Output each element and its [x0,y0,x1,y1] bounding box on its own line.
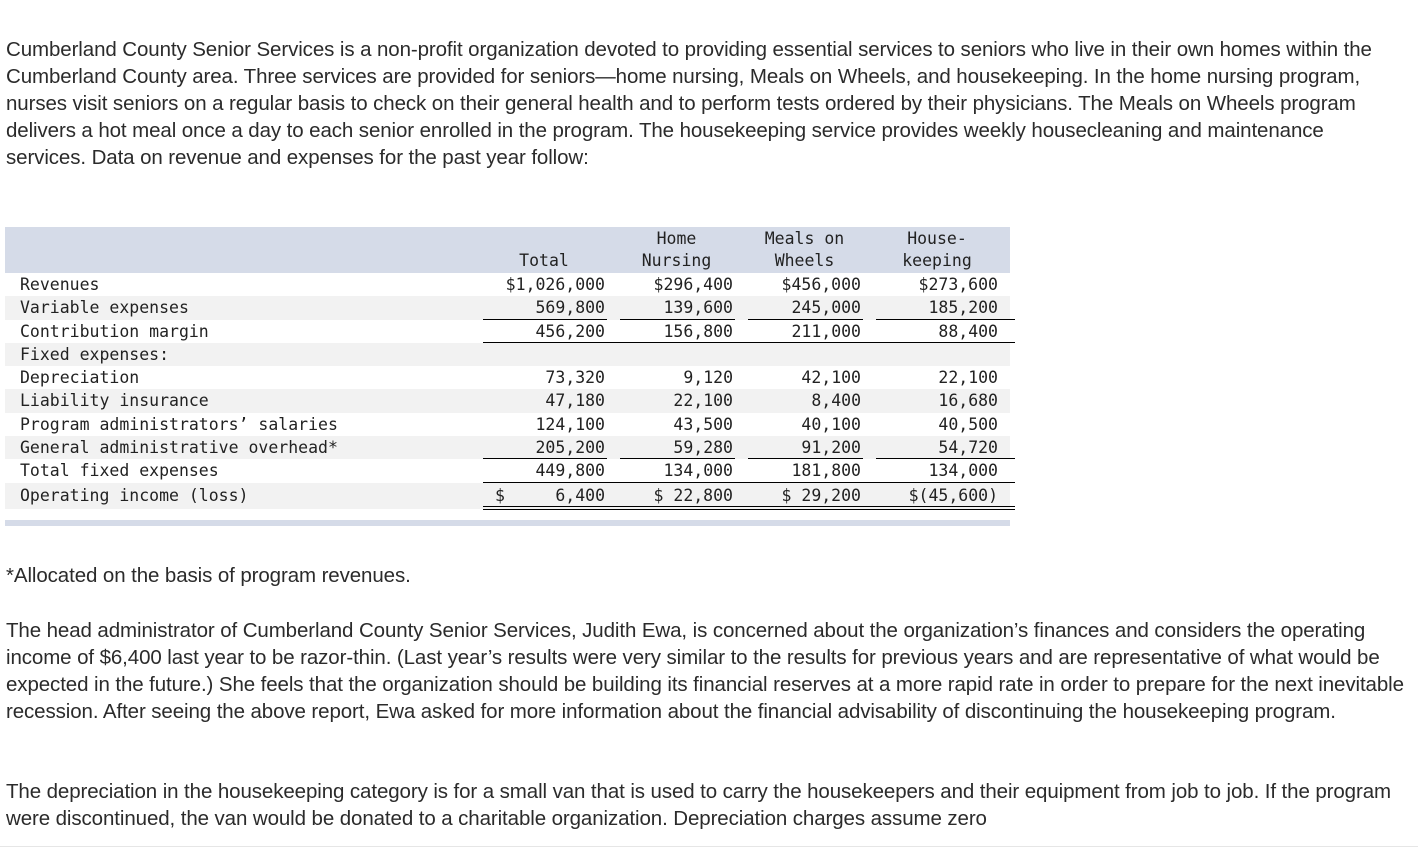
row-label: Variable expenses [20,298,189,318]
cell-meals-on-wheels: 211,000 [791,321,861,341]
cell-meals-on-wheels: 181,800 [791,461,861,481]
cell-home-nursing: 43,500 [673,414,733,434]
table-row [5,413,1010,436]
table-header [5,227,1010,273]
row-label: Operating income (loss) [20,485,249,505]
cell-housekeeping: 134,000 [928,461,998,481]
header-housekeeping: House- keeping [902,229,972,270]
row-label: Fixed expenses: [20,344,170,364]
header-total: Total [519,251,569,270]
cell-home-nursing: 9,120 [683,368,733,388]
cell-total: 449,800 [535,461,605,481]
cell-home-nursing: 22,100 [673,391,733,411]
cell-housekeeping: $273,600 [918,275,998,294]
table-row [5,296,1010,319]
table-row [5,343,1010,366]
cell-total-symbol: $ [495,485,505,505]
table-row [5,459,1010,482]
row-label: Revenues [20,275,100,294]
row-label: Depreciation [20,368,140,388]
cell-home-nursing: 59,280 [673,438,733,458]
table-row [5,436,1010,459]
row-label: Total fixed expenses [20,461,219,481]
cell-housekeeping: 22,100 [938,368,998,388]
cell-meals-on-wheels: 40,100 [801,414,861,434]
cell-total: 47,180 [545,391,605,411]
cell-meals-on-wheels: 42,100 [801,368,861,388]
table-row [5,320,1010,343]
cell-total: 456,200 [535,321,605,341]
admin-paragraph: The head administrator of Cumberland County Senior Services, Judith Ewa, is concerned about the organization’s finances and considers the operating income of $6,400 last year to be razor-thin. (Last year’s results were very similar to the results for previous years and are representative of what would be expected in the future.) She feels that the organization should be building its financial reserves at a more rapid rate in order to prepare for the next inevitable recession. After seeing the above report, Ewa asked for more information about the financial advisability of discontinuing the housekeeping program. [6,619,1404,723]
cell-home-nursing: 134,000 [663,461,733,481]
row-label: Liability insurance [20,391,209,411]
cell-home-nursing: $296,400 [653,275,733,294]
cell-housekeeping: 185,200 [928,298,998,318]
cell-total: 6,400 [555,485,605,505]
cell-housekeeping: 88,400 [938,321,998,341]
table-row [5,389,1010,412]
financial-table [5,227,1010,526]
cell-housekeeping: 54,720 [938,438,998,458]
cell-meals-on-wheels: $ 29,200 [781,485,861,505]
table-row [5,273,1010,296]
table-row [5,483,1010,509]
row-label: Contribution margin [20,321,209,341]
cell-total: 205,200 [535,438,605,458]
cell-home-nursing: $ 22,800 [653,485,733,505]
table-bottom-bar [5,520,1010,526]
cell-meals-on-wheels: 245,000 [791,298,861,318]
cell-housekeeping: 16,680 [938,391,998,411]
double-underline [483,506,1015,510]
table-row [5,366,1010,389]
cell-home-nursing: 139,600 [663,298,733,318]
cell-home-nursing: 156,800 [663,321,733,341]
header-meals-on-wheels: Meals on Wheels [764,229,845,270]
cell-meals-on-wheels: 8,400 [811,391,861,411]
row-label: General administrative overhead* [20,438,338,458]
intro-paragraph: Cumberland County Senior Services is a non-profit organization devoted to providing essential services to seniors who live in their own homes within the Cumberland County area. Three services are provided for seniors—home nursing, Meals on Wheels, and housekeeping. In the home nursing program, nurses visit seniors on a regular basis to check on their general health and to perform tests ordered by their physicians. The Meals on Wheels program delivers a hot meal once a day to each senior enrolled in the program. The housekeeping service provides weekly housecleaning and maintenance services. Data on revenue and expenses for the past year follow: [6,38,1372,169]
cell-total: 73,320 [545,368,605,388]
cell-meals-on-wheels: 91,200 [801,438,861,458]
footnote: *Allocated on the basis of program revenues. [6,564,411,587]
cell-total: $1,026,000 [505,275,605,294]
header-home-nursing: Home Nursing [641,229,712,270]
cell-total: 124,100 [535,414,605,434]
cell-housekeeping: $(45,600) [908,485,998,505]
depreciation-paragraph: The depreciation in the housekeeping category is for a small van that is used to carry the housekeepers and their equipment from job to job. If the program were discontinued, the van would be donated to a charitable organization. Depreciation charges assume zero [6,780,1391,830]
cell-total: 569,800 [535,298,605,318]
cell-housekeeping: 40,500 [938,414,998,434]
row-label: Program administrators’ salaries [20,414,338,434]
page-divider [0,846,1418,847]
cell-meals-on-wheels: $456,000 [781,275,861,294]
